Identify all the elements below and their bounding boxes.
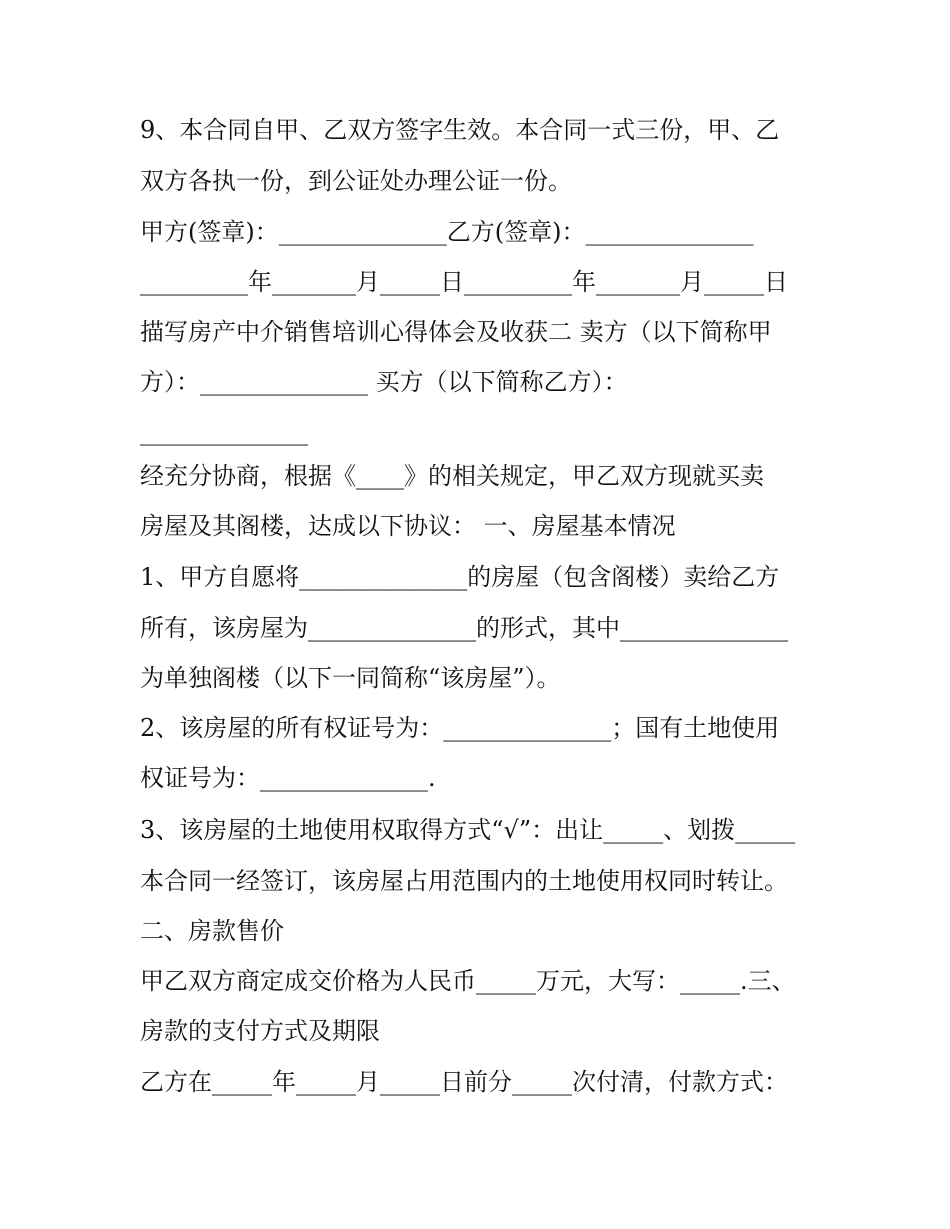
text-line: 双方各执一份，到公证处办理公证一份。 <box>140 167 572 195</box>
text-line: 所有，该房屋为______________的形式，其中______________ <box>140 614 788 642</box>
text-line: 甲乙双方商定成交价格为人民币_____万元，大写：_____.三、 <box>140 967 796 995</box>
text-line: 描写房产中介销售培训心得体会及收获二 卖方（以下简称甲 <box>140 318 772 346</box>
text-line: 乙方在_____年_____月_____日前分_____次付清，付款方式： <box>140 1068 788 1096</box>
section-heading: 二、房款售价 <box>140 917 284 945</box>
text-line: _________年_______月_____日_________年_______月_____日 <box>140 268 788 296</box>
text-line: 为单独阁楼（以下一同简称“该房屋”）。 <box>140 664 561 692</box>
text-line: 权证号为：______________. <box>140 764 436 792</box>
text-line: 房屋及其阁楼，达成以下协议： 一、房屋基本情况 <box>140 512 676 540</box>
text-line: 方）：______________ 买方（以下简称乙方）： <box>140 368 628 396</box>
text-line: 房款的支付方式及期限 <box>140 1017 380 1045</box>
text-line: 3、该房屋的土地使用权取得方式“√”：出让_____、划拨_____ <box>140 816 796 844</box>
text-line: 本合同一经签订，该房屋占用范围内的土地使用权同时转让。 <box>140 867 788 895</box>
text-line: 9、本合同自甲、乙双方签字生效。本合同一式三份，甲、乙 <box>140 116 780 144</box>
text-line: 2、该房屋的所有权证号为：______________；国有土地使用 <box>140 714 780 742</box>
text-line: 经充分协商，根据《____》的相关规定，甲乙双方现就买卖 <box>140 462 764 490</box>
text-line: 1、甲方自愿将______________的房屋（包含阁楼）卖给乙方 <box>140 563 780 591</box>
text-line: 甲方(签章)：______________乙方(签章)：______________ <box>140 218 754 246</box>
text-line: ______________ <box>140 418 308 446</box>
